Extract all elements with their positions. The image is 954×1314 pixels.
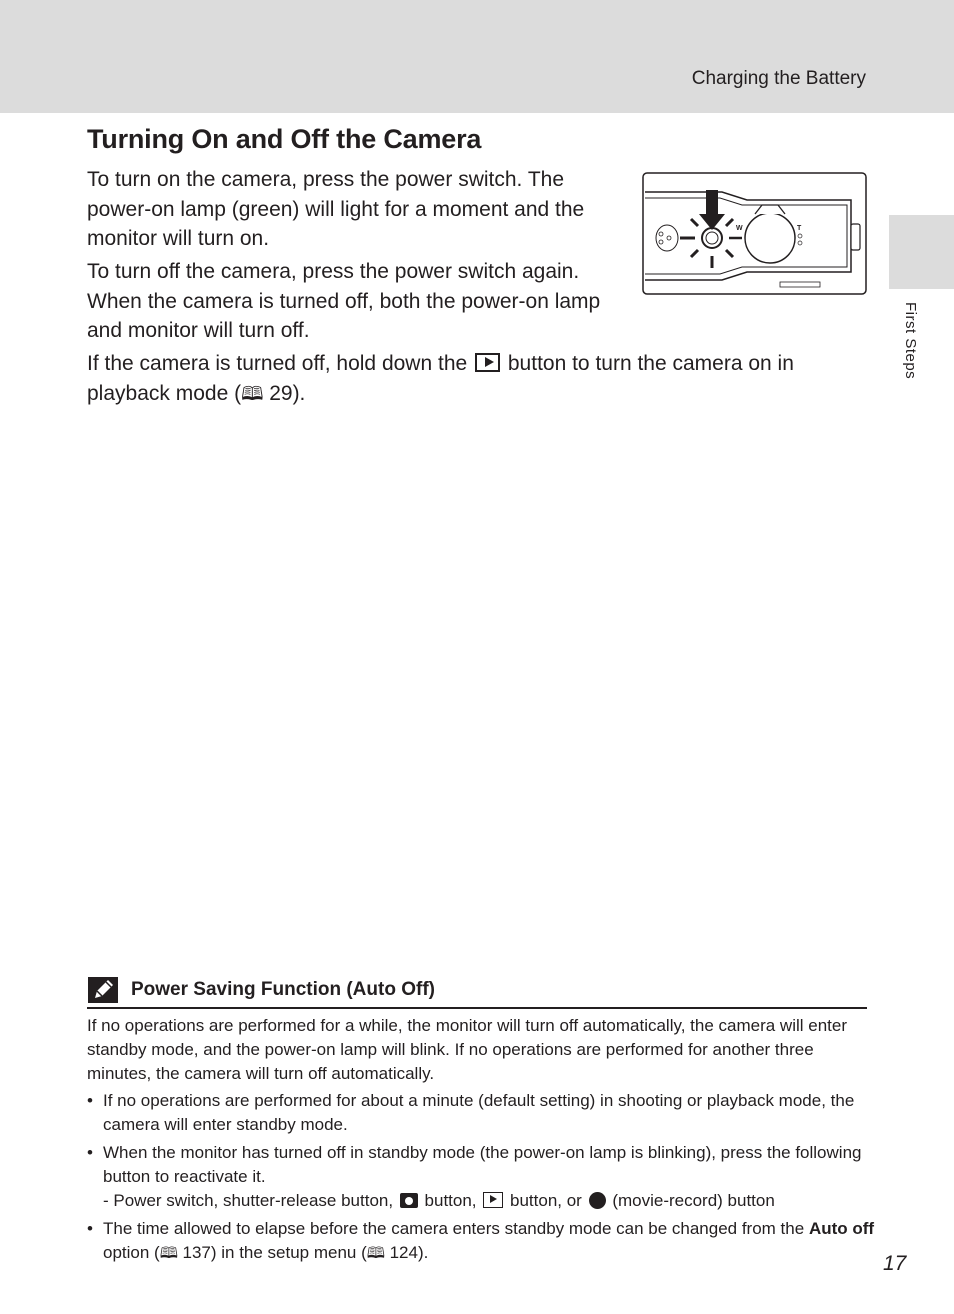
section-title: Charging the Battery bbox=[691, 68, 866, 89]
sub-text-a: - Power switch, shutter-release button, bbox=[103, 1191, 394, 1210]
list-item: • The time allowed to elapse before the camera enters standby mode can be changed from the Auto off option (🕮 137) in the setup menu (🕮 124). bbox=[87, 1219, 875, 1262]
sub-text-d: (movie-record) button bbox=[612, 1191, 775, 1210]
paragraph-turn-on: To turn on the camera, press the power switch. The power-on lamp (green) will light for a moment and the monitor will turn on. bbox=[87, 168, 585, 250]
note-bullet-list bbox=[87, 1089, 877, 1269]
bullet-text: When the monitor has turned off in standby mode (the power-on lamp is blinking), press the following button to reactivate it. bbox=[103, 1143, 862, 1186]
note-pencil-icon bbox=[88, 977, 118, 1003]
header-bar bbox=[0, 0, 954, 113]
svg-text:T: T bbox=[797, 225, 802, 232]
page-number: 17 bbox=[883, 1252, 907, 1275]
paragraph-playback bbox=[87, 349, 857, 409]
book-reference-icon: 🕮 bbox=[241, 382, 264, 405]
page-title: Turning On and Off the Camera bbox=[87, 124, 482, 154]
playback-text-b: button to turn the camera on in playback mode ( bbox=[87, 352, 794, 405]
ref-137: 137 bbox=[182, 1243, 211, 1262]
bullet-text-d: ). bbox=[417, 1243, 429, 1262]
camera-button-icon bbox=[400, 1193, 418, 1208]
side-tab-label: First Steps bbox=[902, 302, 919, 380]
book-reference-icon: 🕮 bbox=[366, 1244, 385, 1262]
playback-button-icon bbox=[475, 353, 500, 372]
sub-item bbox=[103, 1189, 877, 1213]
bullet-text-a: The time allowed to elapse before the camera enters standby mode can be changed from the bbox=[103, 1219, 805, 1238]
playback-text-a: If the camera is turned off, hold down the bbox=[87, 352, 468, 375]
list-item: • When the monitor has turned off in standby mode (the power-on lamp is blinking), press the following button to reactivate it. - Power switch, shutter-release button, button, button, or (movie-record) button bbox=[87, 1141, 877, 1213]
sub-text-c: button, or bbox=[510, 1191, 582, 1210]
bullet-text-b: option ( bbox=[103, 1243, 160, 1262]
sub-text-b: button, bbox=[424, 1191, 477, 1210]
paragraph-turn-off: To turn off the camera, press the power switch again. When the camera is turned off, both the power-on lamp and monitor will turn off. bbox=[87, 260, 601, 342]
bullet-text-c: ) in the setup menu ( bbox=[210, 1243, 367, 1262]
camera-top-illustration-icon bbox=[642, 172, 867, 295]
svg-text:W: W bbox=[736, 225, 743, 232]
side-tab bbox=[889, 215, 954, 289]
movie-record-icon bbox=[589, 1192, 606, 1209]
playback-button-icon bbox=[483, 1192, 503, 1208]
ref-124: 124 bbox=[389, 1243, 418, 1262]
playback-text-c: ). bbox=[292, 381, 306, 405]
auto-off-option: Auto off bbox=[808, 1219, 875, 1238]
playback-ref: 29 bbox=[269, 381, 293, 405]
note-divider bbox=[87, 1007, 867, 1009]
bullet-text: If no operations are performed for about a minute (default setting) in shooting or playback mode, the camera will enter standby mode. bbox=[103, 1091, 855, 1134]
list-item: • If no operations are performed for about a minute (default setting) in shooting or playback mode, the camera will enter standby mode. bbox=[87, 1091, 855, 1134]
note-body: If no operations are performed for a while, the monitor will turn off automatically, the camera will enter standby mode, and the power-on lamp will blink. If no operations are performed for another three minutes, the camera will turn off automatically. bbox=[87, 1016, 848, 1083]
book-reference-icon: 🕮 bbox=[159, 1244, 178, 1262]
note-title: Power Saving Function (Auto Off) bbox=[131, 979, 435, 1000]
